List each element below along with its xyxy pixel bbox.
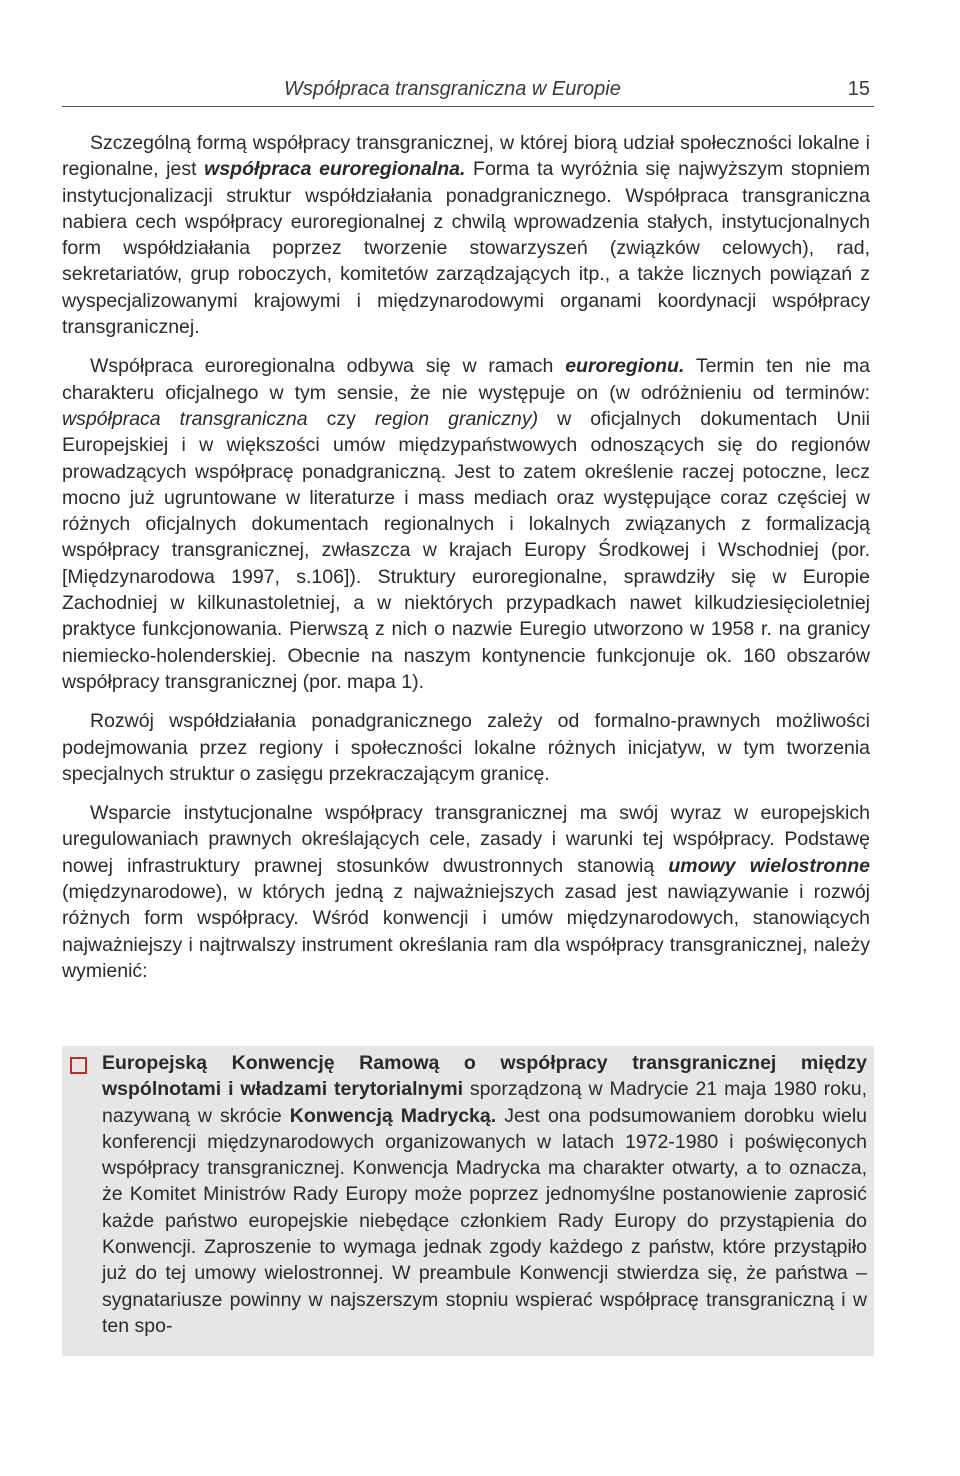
text-span: Jest ona podsumowaniem dorobku wielu konferencji międzynarodowych organizowanych w latach 1972-1980 i poświęconych współpracy transgranicznej. Konwencja Madrycka ma charakter otwarty, a to oznacza, że Komitet Ministrów Rady Europy może poprzez jednomyślne postanowienie zaprosić każde państwo europejskie niebędące członkiem Rady Europy do przystąpienia do Konwencji. Zaproszenie to wymaga jednak zgody każdego z państw, które przystąpiło już do tej umowy wielostronnej. W preambule Konwencji stwierdza się, że państwa – sygnatariusze powinny w najszerszym stopniu wspierać współpracę transgraniczną i w ten spo- bbox=[102, 1104, 867, 1337]
text-span: czy bbox=[307, 407, 375, 430]
box-list-item bbox=[102, 1050, 867, 1339]
highlight-box bbox=[62, 1046, 874, 1356]
text-span: Forma ta wyróżnia się najwyższym stopniem instytucjonalizacji struktur współdziałania ponadgranicznego. Współpraca transgraniczna nabiera cech współpracy euroregionalnej z chwilą wprowadzenia stałych, instytucjonalnych form współdziałania poprzez tworzenie stowarzyszeń (związków celowych), rad, sekretariatów, grup roboczych, komitetów zarządzających itp., a także licznych powiązań z wyspecjalizowanymi krajowymi i międzynarodowymi organami koordynacji współpracy transgranicznej. bbox=[62, 158, 871, 339]
emphasis-term: współpraca euroregionalna. bbox=[204, 158, 466, 181]
text-span: Rozwój współdziałania ponadgranicznego zależy od formalno-prawnych możliwości podejmowania przez regiony i społeczności lokalne różnych inicjatyw, w tym tworzenia specjalnych struktur o zasięgu przekraczającym granicę. bbox=[62, 710, 870, 785]
emphasis-term: umowy wielostronne bbox=[668, 854, 870, 877]
paragraph-3 bbox=[62, 708, 870, 787]
paragraph-4 bbox=[62, 800, 870, 984]
running-title: Współpraca transgraniczna w Europie bbox=[284, 78, 621, 100]
body-text bbox=[62, 130, 870, 997]
italic-term: współpraca transgraniczna bbox=[62, 407, 308, 430]
text-span: Termin ten nie ma charakteru oficjalnego w tym sensie, że nie występuje on (w odróżnieniu od terminów: bbox=[62, 355, 871, 404]
paragraph-1 bbox=[62, 130, 870, 340]
italic-term: region graniczny) bbox=[374, 407, 539, 430]
text-span: Szczególną formą współpracy transgranicznej, w której biorą udział społeczności lokalne i regionalne, jest bbox=[62, 132, 870, 181]
convention-short-name: Konwencją Madrycką. bbox=[289, 1104, 497, 1127]
text-span: (międzynarodowe), w których jedną z najważniejszych zasad jest nawiązywanie i rozwój różnych form współpracy. Wśród konwencji i umów międzynarodowych, stanowiących najważniejszy i najtrwalszy instrument określania ram dla współpracy transgranicznej, należy wymienić: bbox=[62, 881, 870, 982]
text-span: Wsparcie instytucjonalne współpracy transgranicznej ma swój wyraz w europejskich uregulowaniach prawnych określających cele, zasady i warunki tej współpracy. Podstawę nowej infrastruktury prawnej stosunków dwustronnych stanowią bbox=[62, 802, 870, 877]
paragraph-2 bbox=[62, 353, 870, 695]
emphasis-term: euroregionu. bbox=[565, 355, 685, 378]
text-span: w oficjalnych dokumentach Unii Europejskiej i w większości umów międzypaństwowych odnoszących się do regionów prowadzących współpracę ponadgraniczną. Jest to zatem określenie raczej potoczne, lecz mocno już ugruntowane w literaturze i mass mediach oraz występujące coraz częściej w różnych oficjalnych dokumentach regionalnych i lokalnych związanych z formalizacją współpracy transgranicznej, zwłaszcza w krajach Europy Środkowej i Wschodniej (por. [Międzynarodowa 1997, s.106]). Struktury euroregionalne, sprawdziły się w Europie Zachodniej w kilkunastoletniej, a w niektórych przypadkach nawet kilkudziesięcioletniej praktyce funkcjonowania. Pierwszą z nich o nazwie Euregio utworzono w 1958 r. na granicy niemiecko-holenderskiej. Obecnie na naszym kontynencie funkcjonuje ok. 160 obszarów współpracy transgranicznej (por. mapa 1). bbox=[62, 407, 870, 693]
convention-title: Europejską Konwencję Ramową o współpracy transgranicznej między wspólnotami i władzami terytorialnymi bbox=[102, 1052, 867, 1101]
checkbox-bullet-icon bbox=[70, 1057, 87, 1074]
page-number: 15 bbox=[847, 78, 870, 100]
text-span: Współpraca euroregionalna odbywa się w ramach bbox=[90, 355, 566, 378]
text-span: sporządzoną w Madrycie 21 maja 1980 roku, nazywaną w skrócie bbox=[102, 1078, 867, 1127]
page-header bbox=[62, 76, 874, 107]
